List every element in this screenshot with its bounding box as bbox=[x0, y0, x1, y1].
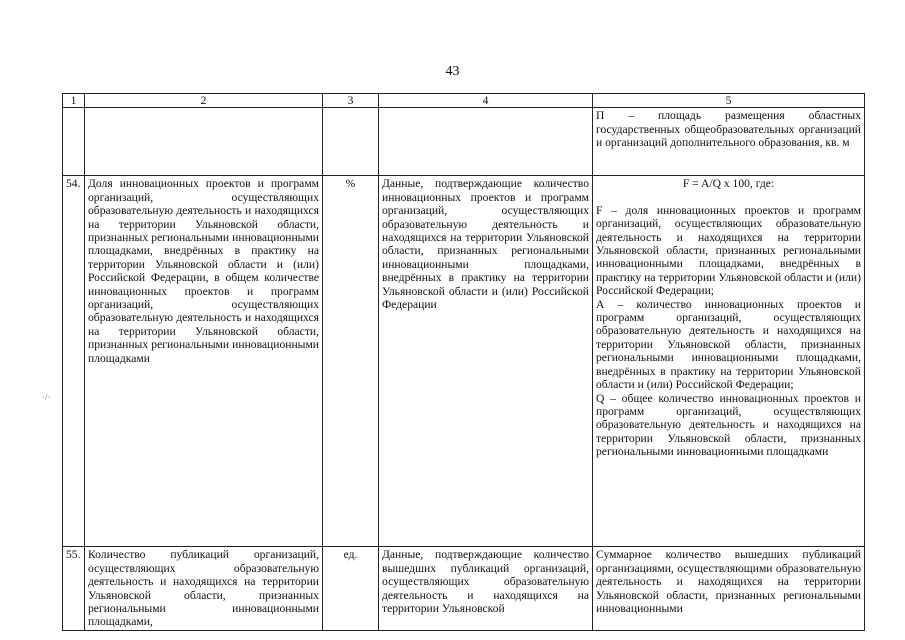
indicators-table bbox=[62, 93, 865, 631]
header-col-5: 5 bbox=[593, 94, 865, 108]
cont-col-3 bbox=[323, 108, 379, 176]
row-54-source: Данные, подтверждающие количество инновационных проектов и программ организаций, осуществляющих образовательную деятельность и находящихся на территории Ульяновской области, признанных региональными инновационными площадками, внедрённых в практику на территории Ульяновской области и (или) Российской Федерации bbox=[379, 176, 593, 547]
table-row-55 bbox=[63, 547, 865, 630]
row-55-number: 55. bbox=[63, 547, 85, 630]
continuation-row bbox=[63, 108, 865, 176]
table-row-54 bbox=[63, 176, 865, 547]
header-col-4: 4 bbox=[379, 94, 593, 108]
header-col-3: 3 bbox=[323, 94, 379, 108]
cont-col-5-text: П – площадь размещения областных государственных общеобразовательных организаций и организаций дополнительного образования, кв. м bbox=[593, 108, 865, 176]
row-54-def-f: F – доля инновационных проектов и программ организаций, осуществляющих образовательную деятельность и находящихся на территории Ульяновской области, признанных региональными инновационными площадками, внедрённых в практику на территории Ульяновской области и (или) Российской Федерации; bbox=[596, 203, 861, 298]
row-55-method: Суммарное количество вышедших публикаций организациями, осуществляющими образовательную деятельность и находящихся на территории Ульяновской области, признанных региональными инновационными bbox=[593, 547, 865, 630]
row-54-number: 54. bbox=[63, 176, 85, 547]
row-54-def-a: А – количество инновационных проектов и программ организаций, осуществляющих образовательную деятельность и находящихся на территории Ульяновской области, признанных региональными инновационными площадками, внедрённых в практику на территории Ульяновской области и (или) Российской Федерации; bbox=[596, 297, 861, 392]
cont-col-2 bbox=[85, 108, 323, 176]
row-55-indicator: Количество публикаций организаций, осуществляющих образовательную деятельность и находящихся на территории Ульяновской области, признанных региональными инновационными площадками, bbox=[85, 547, 323, 630]
row-55-source: Данные, подтверждающие количество вышедших публикаций организаций, осуществляющих образовательную деятельность и находящихся на территории Ульяновской bbox=[379, 547, 593, 630]
page-number: 43 bbox=[445, 64, 460, 79]
row-54-def-q: Q – общее количество инновационных проектов и программ организаций, осуществляющих образовательную деятельность и находящихся на территории Ульяновской области, признанных региональными инновационными площадками bbox=[596, 391, 861, 459]
header-col-1: 1 bbox=[63, 94, 85, 108]
cont-col-4 bbox=[379, 108, 593, 176]
row-54-method bbox=[593, 176, 865, 547]
header-col-2: 2 bbox=[85, 94, 323, 108]
margin-mark: ·/· bbox=[42, 392, 51, 402]
row-54-indicator: Доля инновационных проектов и программ организаций, осуществляющих образовательную деятельность и находящихся на территории Ульяновской области, признанных региональными инновационными площадками, внедрённых в практику на территории Ульяновской области и (или) Российской Федерации, в общем количестве инновационных проектов и программ организаций, осуществляющих образовательную деятельность и находящихся на территории Ульяновской области, признанных региональными инновационными площадками bbox=[85, 176, 323, 547]
row-54-formula: F = A/Q х 100, где: bbox=[682, 177, 775, 191]
header-row bbox=[63, 94, 865, 108]
row-54-unit: % bbox=[323, 176, 379, 547]
row-55-unit: ед. bbox=[323, 547, 379, 630]
cont-col-1 bbox=[63, 108, 85, 176]
